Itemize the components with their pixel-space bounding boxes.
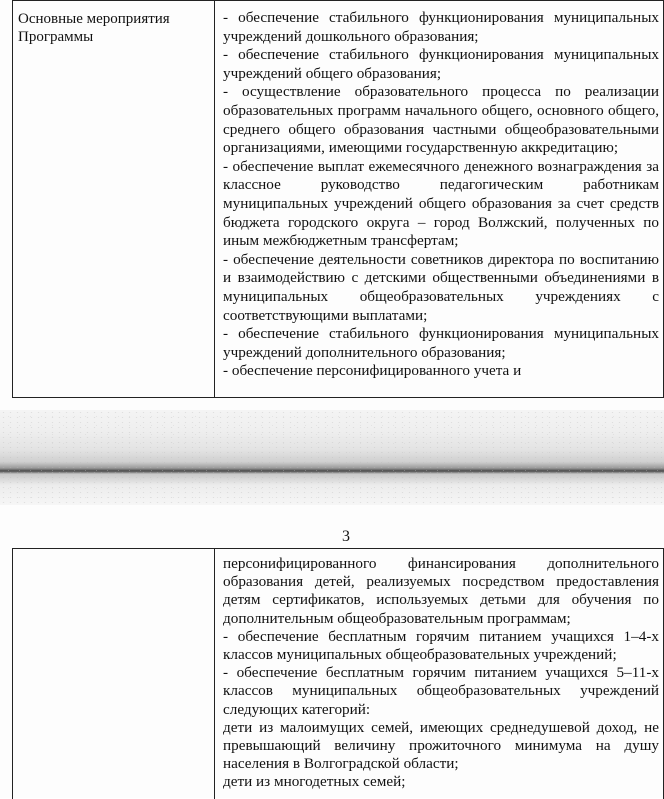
program-table-top	[12, 0, 664, 398]
list-item: - обеспечение бесплатным горячим питанием учащихся 1–4-х классов муниципальных общеобразовательных учреждений;	[223, 628, 659, 664]
section-label: Основные мероприятия Программы	[13, 1, 214, 46]
list-item: - осуществление образовательного процесса по реализации образовательных программ начального общего, основного общего, среднего общего образования частными общеобразовательными организациями, имеющими государственную аккредитацию;	[223, 83, 659, 157]
measures-list	[215, 1, 663, 381]
list-item: - обеспечение стабильного функционирования муниципальных учреждений дошкольного образования;	[223, 9, 659, 46]
list-item: персонифицированного финансирования дополнительного образования детей, реализуемых посредством предоставления детям сертификатов, используемых детьми для обучения по дополнительным общеобразовательным программам;	[223, 555, 659, 628]
measures-list	[215, 549, 663, 792]
list-item: - обеспечение персонифицированного учета и	[223, 362, 659, 381]
content-cell	[215, 549, 664, 799]
scan-noise	[0, 410, 664, 505]
content-cell	[215, 1, 664, 398]
label-cell	[13, 1, 215, 398]
table-row	[13, 549, 664, 799]
page-number: 3	[14, 528, 664, 546]
program-table-bottom	[12, 548, 664, 799]
list-item: - обеспечение стабильного функционирования муниципальных учреждений дополнительного образования;	[223, 325, 659, 362]
list-item: дети из многодетных семей;	[223, 773, 659, 791]
list-item: - обеспечение бесплатным горячим питанием учащихся 5–11-х классов муниципальных общеобразовательных учреждений следующих категорий:	[223, 664, 659, 719]
scan-page-separator	[0, 410, 664, 505]
table-row	[13, 1, 664, 398]
list-item: - обеспечение выплат ежемесячного денежного вознаграждения за классное руководство педагогическим работникам муниципальных учреждений общего образования за счет средств бюджета городского округа – город Волжский, полученных по иным межбюджетным трансфертам;	[223, 158, 659, 251]
section-label	[13, 549, 214, 558]
list-item: дети из малоимущих семей, имеющих среднедушевой доход, не превышающий величину прожиточного минимума на душу населения в Волгоградской области;	[223, 719, 659, 774]
list-item: - обеспечение стабильного функционирования муниципальных учреждений общего образования;	[223, 46, 659, 83]
list-item: - обеспечение деятельности советников директора по воспитанию и взаимодействию с детскими общественными объединениями в муниципальных общеобразовательных учреждениях с соответствующими выплатами;	[223, 251, 659, 325]
label-cell	[13, 549, 215, 799]
